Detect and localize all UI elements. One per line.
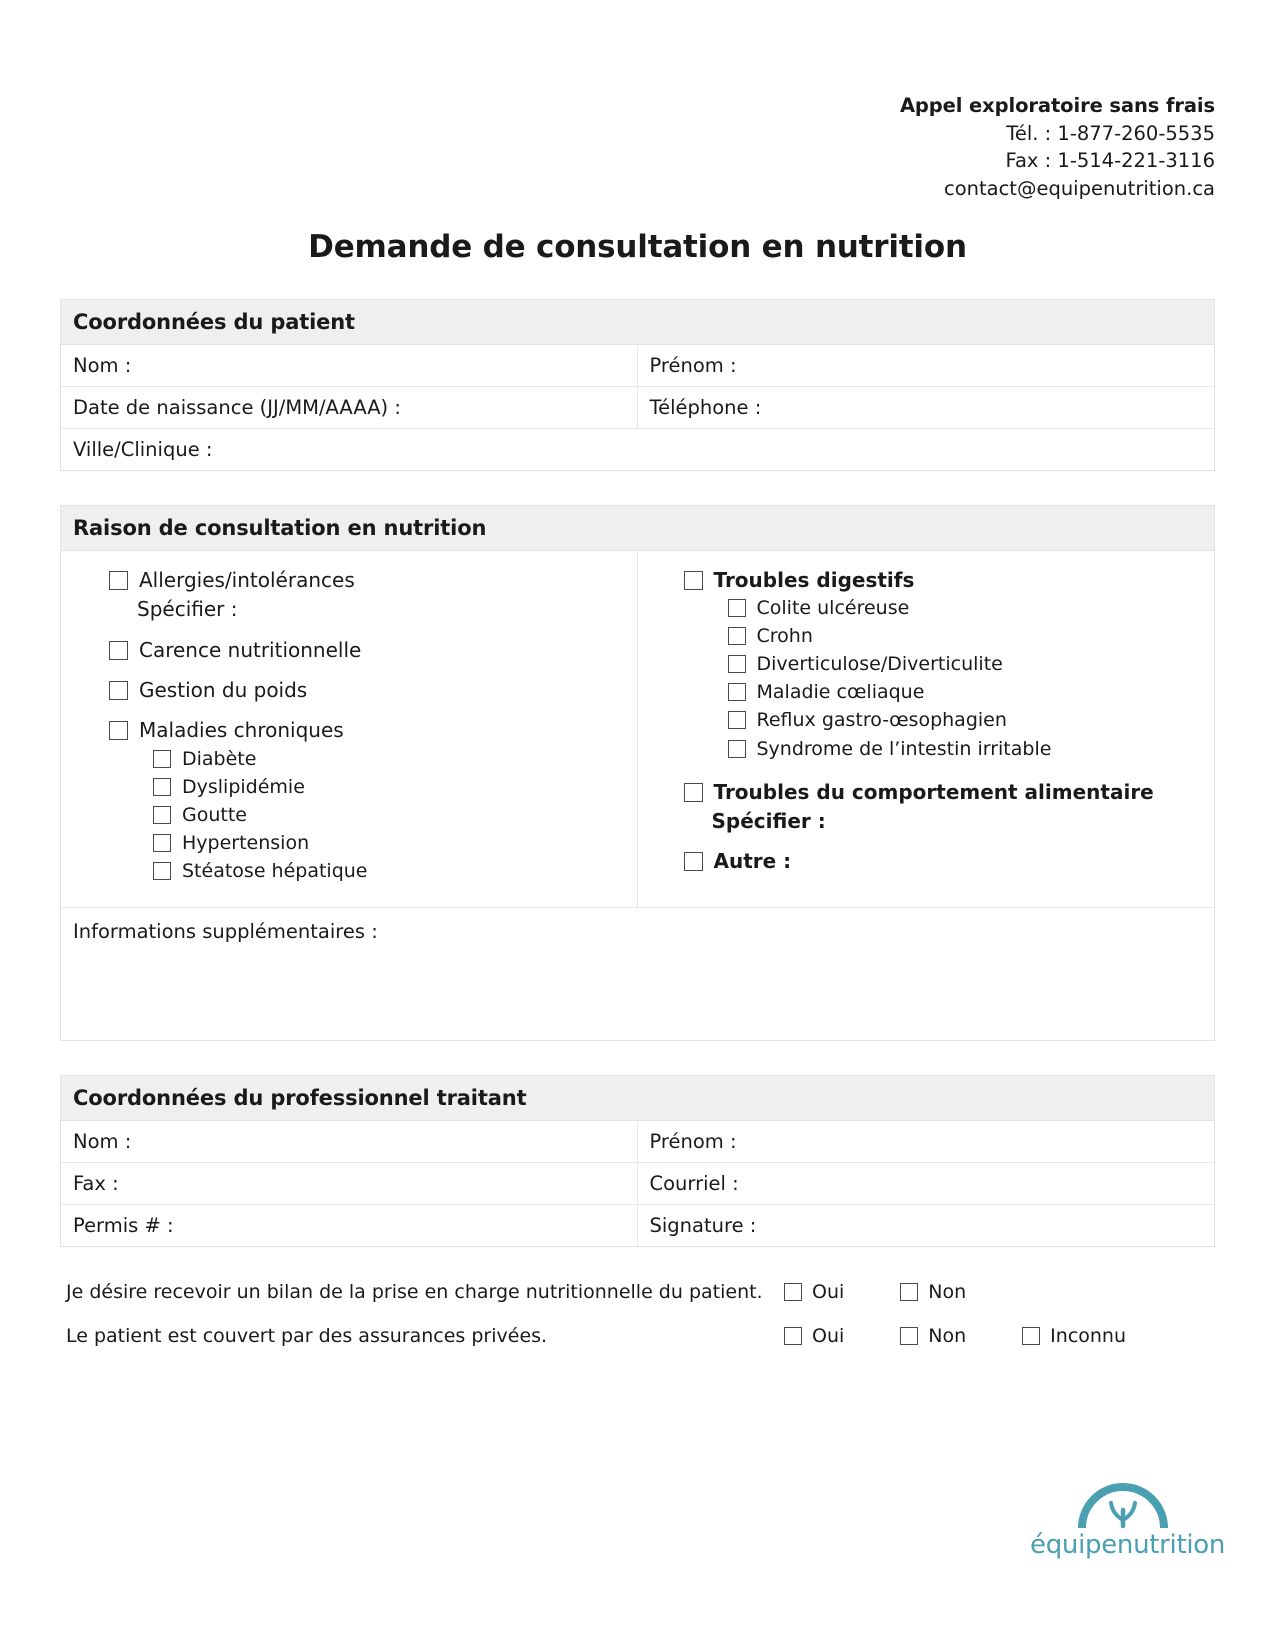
checkbox-label: Colite ulcéreuse [756, 597, 910, 620]
reason-section [60, 505, 1215, 1041]
consent-assurances-option-non[interactable] [900, 1325, 966, 1347]
checkbox-box-icon[interactable] [109, 571, 128, 590]
header-title: Appel exploratoire sans frais [899, 94, 1215, 117]
professional-section-heading: Coordonnées du professionnel traitant [61, 1076, 1214, 1121]
logo-wordmark: équipenutrition [1030, 1530, 1226, 1560]
checkbox-box-icon[interactable] [153, 778, 171, 796]
checkbox-box-icon[interactable] [153, 862, 171, 880]
consent-row-assurances [60, 1325, 1215, 1347]
checkbox-hypertension[interactable] [153, 831, 637, 856]
checkbox-label: Maladie cœliaque [756, 681, 925, 704]
checkbox-box-icon[interactable] [728, 599, 746, 617]
checkbox-box-icon[interactable] [1022, 1327, 1040, 1345]
checkbox-steatose-hepatique[interactable] [153, 859, 637, 884]
checkbox-label: Crohn [756, 625, 813, 648]
checkbox-label: Carence nutritionnelle [139, 637, 362, 662]
header-email: contact@equipenutrition.ca [943, 177, 1215, 201]
checkbox-box-icon[interactable] [109, 681, 128, 700]
consent-assurances-option-inconnu[interactable] [1022, 1325, 1126, 1347]
checkbox-colite-ulcereuse[interactable] [728, 596, 1215, 621]
checkbox-label: Diabète [182, 747, 257, 770]
page-title: Demande de consultation en nutrition [308, 228, 967, 265]
checkbox-label: Allergies/intolérances [139, 567, 355, 592]
checkbox-box-icon[interactable] [728, 740, 746, 758]
checkbox-troubles-digestifs[interactable] [684, 567, 1215, 593]
checkbox-label: Troubles digestifs [713, 567, 915, 592]
patient-section-heading: Coordonnées du patient [61, 300, 1214, 345]
checkbox-box-icon[interactable] [728, 655, 746, 673]
option-label: Oui [812, 1280, 845, 1303]
checkbox-box-icon[interactable] [684, 571, 703, 590]
professional-section [60, 1075, 1215, 1247]
field-professional-permis[interactable]: Permis # : [61, 1205, 638, 1246]
checkbox-label: Hypertension [182, 831, 310, 854]
consent-bilan-option-non[interactable] [900, 1281, 966, 1303]
table-row [61, 429, 1214, 470]
checkbox-gestion-du-poids[interactable] [109, 677, 637, 703]
brand-logo [1030, 1468, 1226, 1560]
checkbox-box-icon[interactable] [109, 721, 128, 740]
checkbox-box-icon[interactable] [684, 852, 703, 871]
consent-row-bilan [60, 1281, 1215, 1303]
checkbox-diverticulose-diverticulite[interactable] [728, 652, 1215, 677]
equipenutrition-arch-icon [1075, 1468, 1171, 1530]
checkbox-box-icon[interactable] [784, 1283, 802, 1301]
checkbox-label: Stéatose hépatique [182, 860, 368, 883]
header-phone: Tél. : 1-877-260-5535 [1006, 121, 1215, 145]
checkbox-box-icon[interactable] [153, 806, 171, 824]
informations-supplementaires-field[interactable] [61, 908, 1214, 1040]
checkbox-diabete[interactable] [153, 747, 637, 772]
checkbox-maladies-chroniques[interactable] [109, 717, 637, 743]
field-professional-fax[interactable]: Fax : [61, 1163, 638, 1204]
checkbox-reflux-gastro-oesophagien[interactable] [728, 708, 1215, 733]
checkbox-label: Reflux gastro-œsophagien [756, 709, 1007, 732]
checkbox-autre[interactable] [684, 848, 1215, 874]
field-patient-date-naissance[interactable]: Date de naissance (JJ/MM/AAAA) : [61, 387, 638, 428]
checkbox-label: Gestion du poids [139, 677, 308, 702]
checkbox-label: Maladies chroniques [139, 718, 344, 743]
checkbox-box-icon[interactable] [900, 1283, 918, 1301]
table-row [61, 345, 1214, 387]
checkbox-box-icon[interactable] [153, 834, 171, 852]
checkbox-box-icon[interactable] [900, 1327, 918, 1345]
consent-block [60, 1281, 1215, 1347]
checkbox-label: Goutte [182, 803, 247, 826]
field-patient-nom[interactable]: Nom : [61, 345, 638, 386]
consent-bilan-option-oui[interactable] [784, 1281, 844, 1303]
allergies-specify-label[interactable]: Spécifier : [137, 597, 238, 622]
checkbox-label: Dyslipidémie [182, 775, 305, 798]
checkbox-dyslipidemie[interactable] [153, 775, 637, 800]
field-patient-telephone[interactable]: Téléphone : [649, 395, 762, 419]
option-label: Oui [812, 1324, 845, 1347]
header-contact-block [60, 0, 1215, 203]
checkbox-troubles-comportement-alimentaire[interactable] [684, 779, 1215, 805]
consent-bilan-text: Je désire recevoir un bilan de la prise en charge nutritionnelle du patient. [66, 1280, 763, 1303]
checkbox-maladie-coeliaque[interactable] [728, 680, 1215, 705]
checkbox-label: Diverticulose/Diverticulite [756, 653, 1003, 676]
checkbox-box-icon[interactable] [728, 627, 746, 645]
table-row [61, 387, 1214, 429]
checkbox-allergies[interactable] [109, 567, 637, 593]
table-row [61, 1121, 1214, 1163]
field-patient-ville-clinique[interactable]: Ville/Clinique : [73, 437, 213, 461]
checkbox-box-icon[interactable] [784, 1327, 802, 1345]
reason-checkbox-columns [61, 551, 1214, 908]
option-label: Inconnu [1050, 1324, 1127, 1347]
checkbox-box-icon[interactable] [109, 641, 128, 660]
checkbox-crohn[interactable] [728, 624, 1215, 649]
comportement-specify-label[interactable]: Spécifier : [711, 809, 826, 833]
checkbox-box-icon[interactable] [153, 750, 171, 768]
reason-right-column [638, 551, 1215, 907]
reason-section-heading: Raison de consultation en nutrition [61, 506, 1214, 551]
checkbox-label: Syndrome de l’intestin irritable [756, 737, 1052, 760]
spacer [684, 765, 1215, 779]
header-fax: Fax : 1-514-221-3116 [1005, 149, 1215, 173]
field-professional-prenom[interactable]: Prénom : [649, 1129, 737, 1153]
checkbox-syndrome-intestin-irritable[interactable] [728, 737, 1215, 762]
checkbox-carence-nutritionnelle[interactable] [109, 637, 637, 663]
consent-assurances-option-oui[interactable] [784, 1325, 844, 1347]
table-row [61, 1205, 1214, 1246]
checkbox-label: Troubles du comportement alimentaire [713, 779, 1154, 804]
consent-assurances-text: Le patient est couvert par des assurances privées. [66, 1324, 548, 1347]
field-professional-signature[interactable]: Signature : [649, 1213, 757, 1237]
field-professional-nom[interactable]: Nom : [61, 1121, 638, 1162]
checkbox-goutte[interactable] [153, 803, 637, 828]
reason-left-column [61, 551, 638, 907]
field-patient-prenom[interactable]: Prénom : [649, 353, 737, 377]
checkbox-label: Autre : [713, 849, 792, 874]
option-label: Non [928, 1280, 967, 1303]
patient-section [60, 299, 1215, 471]
checkbox-box-icon[interactable] [728, 683, 746, 701]
option-label: Non [928, 1324, 967, 1347]
table-row [61, 1163, 1214, 1205]
checkbox-box-icon[interactable] [684, 783, 703, 802]
checkbox-box-icon[interactable] [728, 711, 746, 729]
field-professional-courriel[interactable]: Courriel : [649, 1171, 739, 1195]
informations-supplementaires-label: Informations supplémentaires : [73, 919, 378, 943]
